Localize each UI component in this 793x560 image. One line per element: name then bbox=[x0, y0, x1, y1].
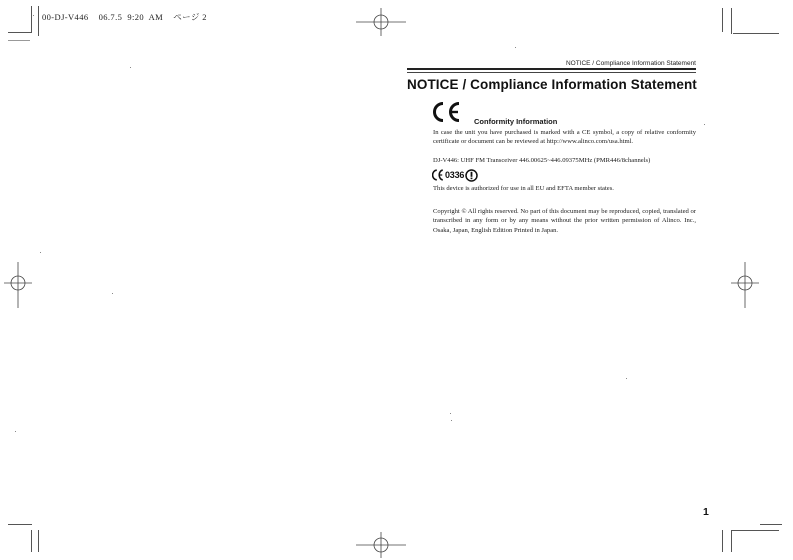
stray-dot bbox=[40, 252, 41, 253]
crop-mark-top-right-vertical-inner bbox=[731, 8, 732, 34]
conformity-paragraph: In case the unit you have purchased is marked with a CE symbol, a copy of relative conformity certificate or document can be reviewed at http://www.alinco.com/usa.html. bbox=[433, 129, 696, 146]
slug-page-label: ページ 2 bbox=[173, 12, 207, 22]
registration-mark-right-icon bbox=[731, 262, 759, 308]
crop-mark-bottom-left-vertical bbox=[31, 530, 32, 552]
registration-mark-top-icon bbox=[356, 8, 406, 36]
crop-mark-bottom-right-vertical bbox=[722, 530, 723, 552]
stray-dot bbox=[626, 378, 627, 379]
slug-time: 9:20 bbox=[127, 12, 145, 22]
crop-mark-bottom-left-vertical-inner bbox=[38, 530, 39, 552]
stray-dot bbox=[15, 431, 16, 432]
ce-mark-icon bbox=[431, 102, 461, 122]
crop-mark-top-right-horizontal bbox=[733, 33, 779, 34]
registration-mark-left-icon bbox=[4, 262, 32, 308]
alert-circle-icon bbox=[465, 169, 478, 182]
crop-mark-bottom-left-horizontal bbox=[8, 524, 32, 525]
stray-dot bbox=[33, 15, 34, 16]
registration-mark-bottom-icon bbox=[356, 532, 406, 558]
stray-dot bbox=[130, 67, 131, 68]
slug-ampm: AM bbox=[148, 12, 164, 22]
header-rule bbox=[407, 68, 696, 70]
slug-file: 00-DJ-V446 bbox=[42, 12, 89, 22]
crop-mark-bottom-right-horizontal-inner bbox=[731, 530, 779, 531]
crop-mark-top-left-horizontal bbox=[8, 32, 32, 33]
crop-mark-bottom-right-horizontal bbox=[760, 524, 782, 525]
slug-date: 06.7.5 bbox=[98, 12, 123, 22]
model-line: DJ-V446: UHF FM Transceiver 446.00625~446.09375MHz (PMR446/8channels) bbox=[433, 157, 651, 164]
ce-notified-body-mark bbox=[432, 168, 478, 182]
crop-mark-top-left-vertical-inner bbox=[38, 6, 39, 36]
stray-dot bbox=[450, 413, 451, 414]
print-slug bbox=[42, 11, 207, 23]
stray-dot bbox=[112, 293, 113, 294]
crop-mark-bottom-right-vertical-inner bbox=[731, 530, 732, 552]
stray-dot bbox=[515, 47, 516, 48]
stray-dot bbox=[451, 420, 452, 421]
header-rule-thin bbox=[407, 72, 696, 73]
crop-mark-top-left-vertical bbox=[31, 6, 32, 32]
conformity-heading: Conformity Information bbox=[474, 117, 558, 126]
page-title: NOTICE / Compliance Information Statement bbox=[407, 77, 697, 92]
authorization-statement: This device is authorized for use in all EU and EFTA member states. bbox=[433, 185, 614, 192]
notified-body-number: 0336 bbox=[445, 170, 465, 180]
ce-small-icon bbox=[432, 169, 444, 181]
copyright-paragraph: Copyright © All rights reserved. No part of this document may be reproduced, copied, translated or transcribed in any form or by any means without the prior written permission of Alinco. Inc., Osaka, Japan, English Edition Printed in Japan. bbox=[433, 208, 696, 234]
page-number: 1 bbox=[703, 506, 709, 518]
crop-mark-top-right-vertical bbox=[722, 8, 723, 32]
running-header: NOTICE / Compliance Information Statement bbox=[565, 60, 696, 67]
stray-dot bbox=[704, 124, 705, 125]
crop-mark-top-left-horizontal-inner bbox=[8, 40, 30, 41]
